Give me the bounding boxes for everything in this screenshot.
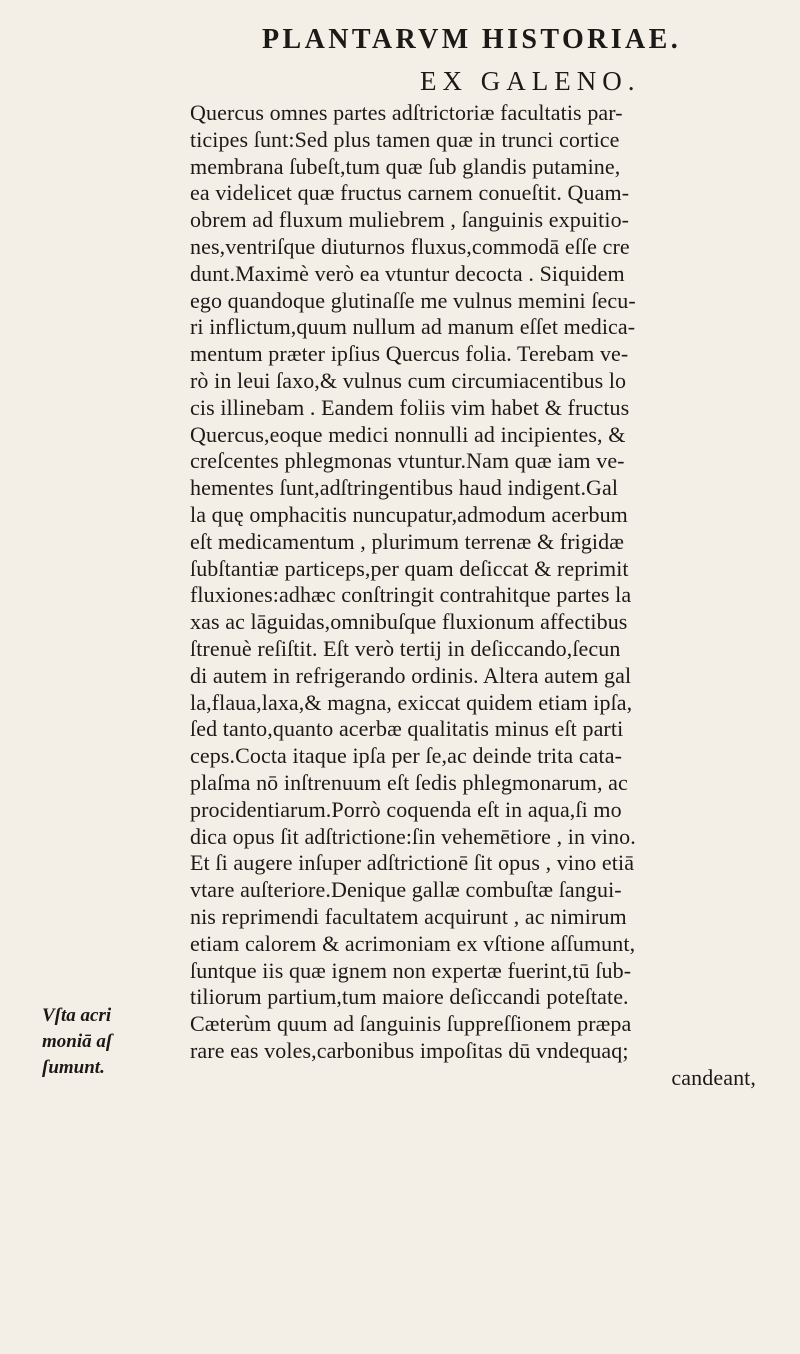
text-line: la quę omphacitis nuncupatur,admodum acerbum xyxy=(190,501,628,527)
text-line: nis reprimendi facultatem acquirunt , ac nimirum xyxy=(190,903,627,929)
text-line: nes,ventriſque diuturnos fluxus,commodā eſſe cre xyxy=(190,233,630,259)
text-line: cis illinebam . Eandem foliis vim habet & fructus xyxy=(190,394,630,420)
text-line: Quercus omnes partes adſtrictoriæ facultatis par- xyxy=(190,100,623,125)
text-line: ego quandoque glutinaſſe me vulnus memini ſecu- xyxy=(190,287,636,313)
running-head: PLANTARVM HISTORIAE. xyxy=(262,24,682,55)
marginal-note-line: Vſta acri xyxy=(42,1005,112,1026)
text-line: ſubſtantiæ particeps,per quam deſiccat & reprimit xyxy=(190,555,629,581)
text-line: Quercus,eoque medici nonnulli ad incipientes, & xyxy=(190,421,626,447)
text-line: plaſma nō inſtrenuum eſt ſedis phlegmonarum, ac xyxy=(190,769,628,795)
text-line: rare eas voles,carbonibus impoſitas dū vndequaq; xyxy=(190,1037,629,1063)
text-line: creſcentes phlegmonas vtuntur.Nam quæ iam ve- xyxy=(190,448,625,474)
text-line: ea videlicet quæ fructus carnem conueſtit. Quam- xyxy=(190,180,630,206)
text-line: tiliorum partium,tum maiore deſiccandi poteſtate. xyxy=(190,984,629,1010)
text-line: rò in leui ſaxo,& vulnus cum circumiacentibus lo xyxy=(190,367,627,393)
text-line: etiam calorem & acrimoniam ex vſtione aſſumunt, xyxy=(190,930,636,956)
text-line: Cæterùm quum ad ſanguinis ſuppreſſionem præpa xyxy=(190,1011,632,1037)
text-line: hementes ſunt,adſtringentibus haud indigent.Gal xyxy=(190,475,619,501)
text-line: procidentiarum.Porrò coquenda eſt in aqua,ſi mo xyxy=(190,796,622,822)
text-line: ſed tanto,quanto acerbæ qualitatis minus eſt parti xyxy=(190,716,624,742)
text-line: Et ſi augere inſuper adſtrictionē ſit opus , vino etiā xyxy=(190,850,635,876)
text-line: ri inflictum,quum nullum ad manum eſſet medica- xyxy=(190,314,636,340)
text-line: mentum præter ipſius Quercus folia. Terebam ve- xyxy=(190,341,629,367)
text-line: la,flaua,laxa,& magna, exiccat quidem etiam ipſa, xyxy=(190,689,633,715)
text-line: fluxiones:adhæc conſtringit contrahitque partes la xyxy=(190,582,632,608)
text-line: ſtrenuè reſiſtit. Eſt verò tertij in deſiccando,ſecun xyxy=(190,635,621,661)
text-line: ſuntque iis quæ ignem non expertæ fuerint,tū ſub- xyxy=(190,957,632,983)
text-line: dunt.Maximè verò ea vtuntur decocta . Siquidem xyxy=(190,260,625,286)
marginal-note xyxy=(42,1003,126,1081)
marginal-note-line: ſumunt. xyxy=(42,1057,105,1078)
text-line: membrana ſubeſt,tum quæ ſub glandis putamine, xyxy=(190,153,621,179)
text-line: eſt medicamentum , plurimum terrenæ & frigidæ xyxy=(190,528,625,554)
text-line: dica opus ſit adſtrictione:ſin vehemētiore , in vino. xyxy=(190,823,636,849)
catchword-line: candeant, xyxy=(671,1064,756,1090)
text-line: ceps.Cocta itaque ipſa per ſe,ac deinde trita cata- xyxy=(190,743,623,769)
text-line: vtare auſteriore.Denique gallæ combuſtæ ſangui- xyxy=(190,877,622,903)
section-title: EX GALENO. xyxy=(420,66,641,96)
text-line: di autem in refrigerando ordinis. Altera autem gal xyxy=(190,662,632,688)
body-text xyxy=(190,100,770,1091)
text-line: xas ac lāguidas,omnibuſque fluxionum affectibus xyxy=(190,609,628,635)
text-line: ticipes ſunt:Sed plus tamen quæ in trunci cortice xyxy=(190,126,620,152)
text-line: obrem ad fluxum muliebrem , ſanguinis expuitio- xyxy=(190,207,630,233)
marginal-note-line: moniā aſ xyxy=(42,1031,113,1052)
